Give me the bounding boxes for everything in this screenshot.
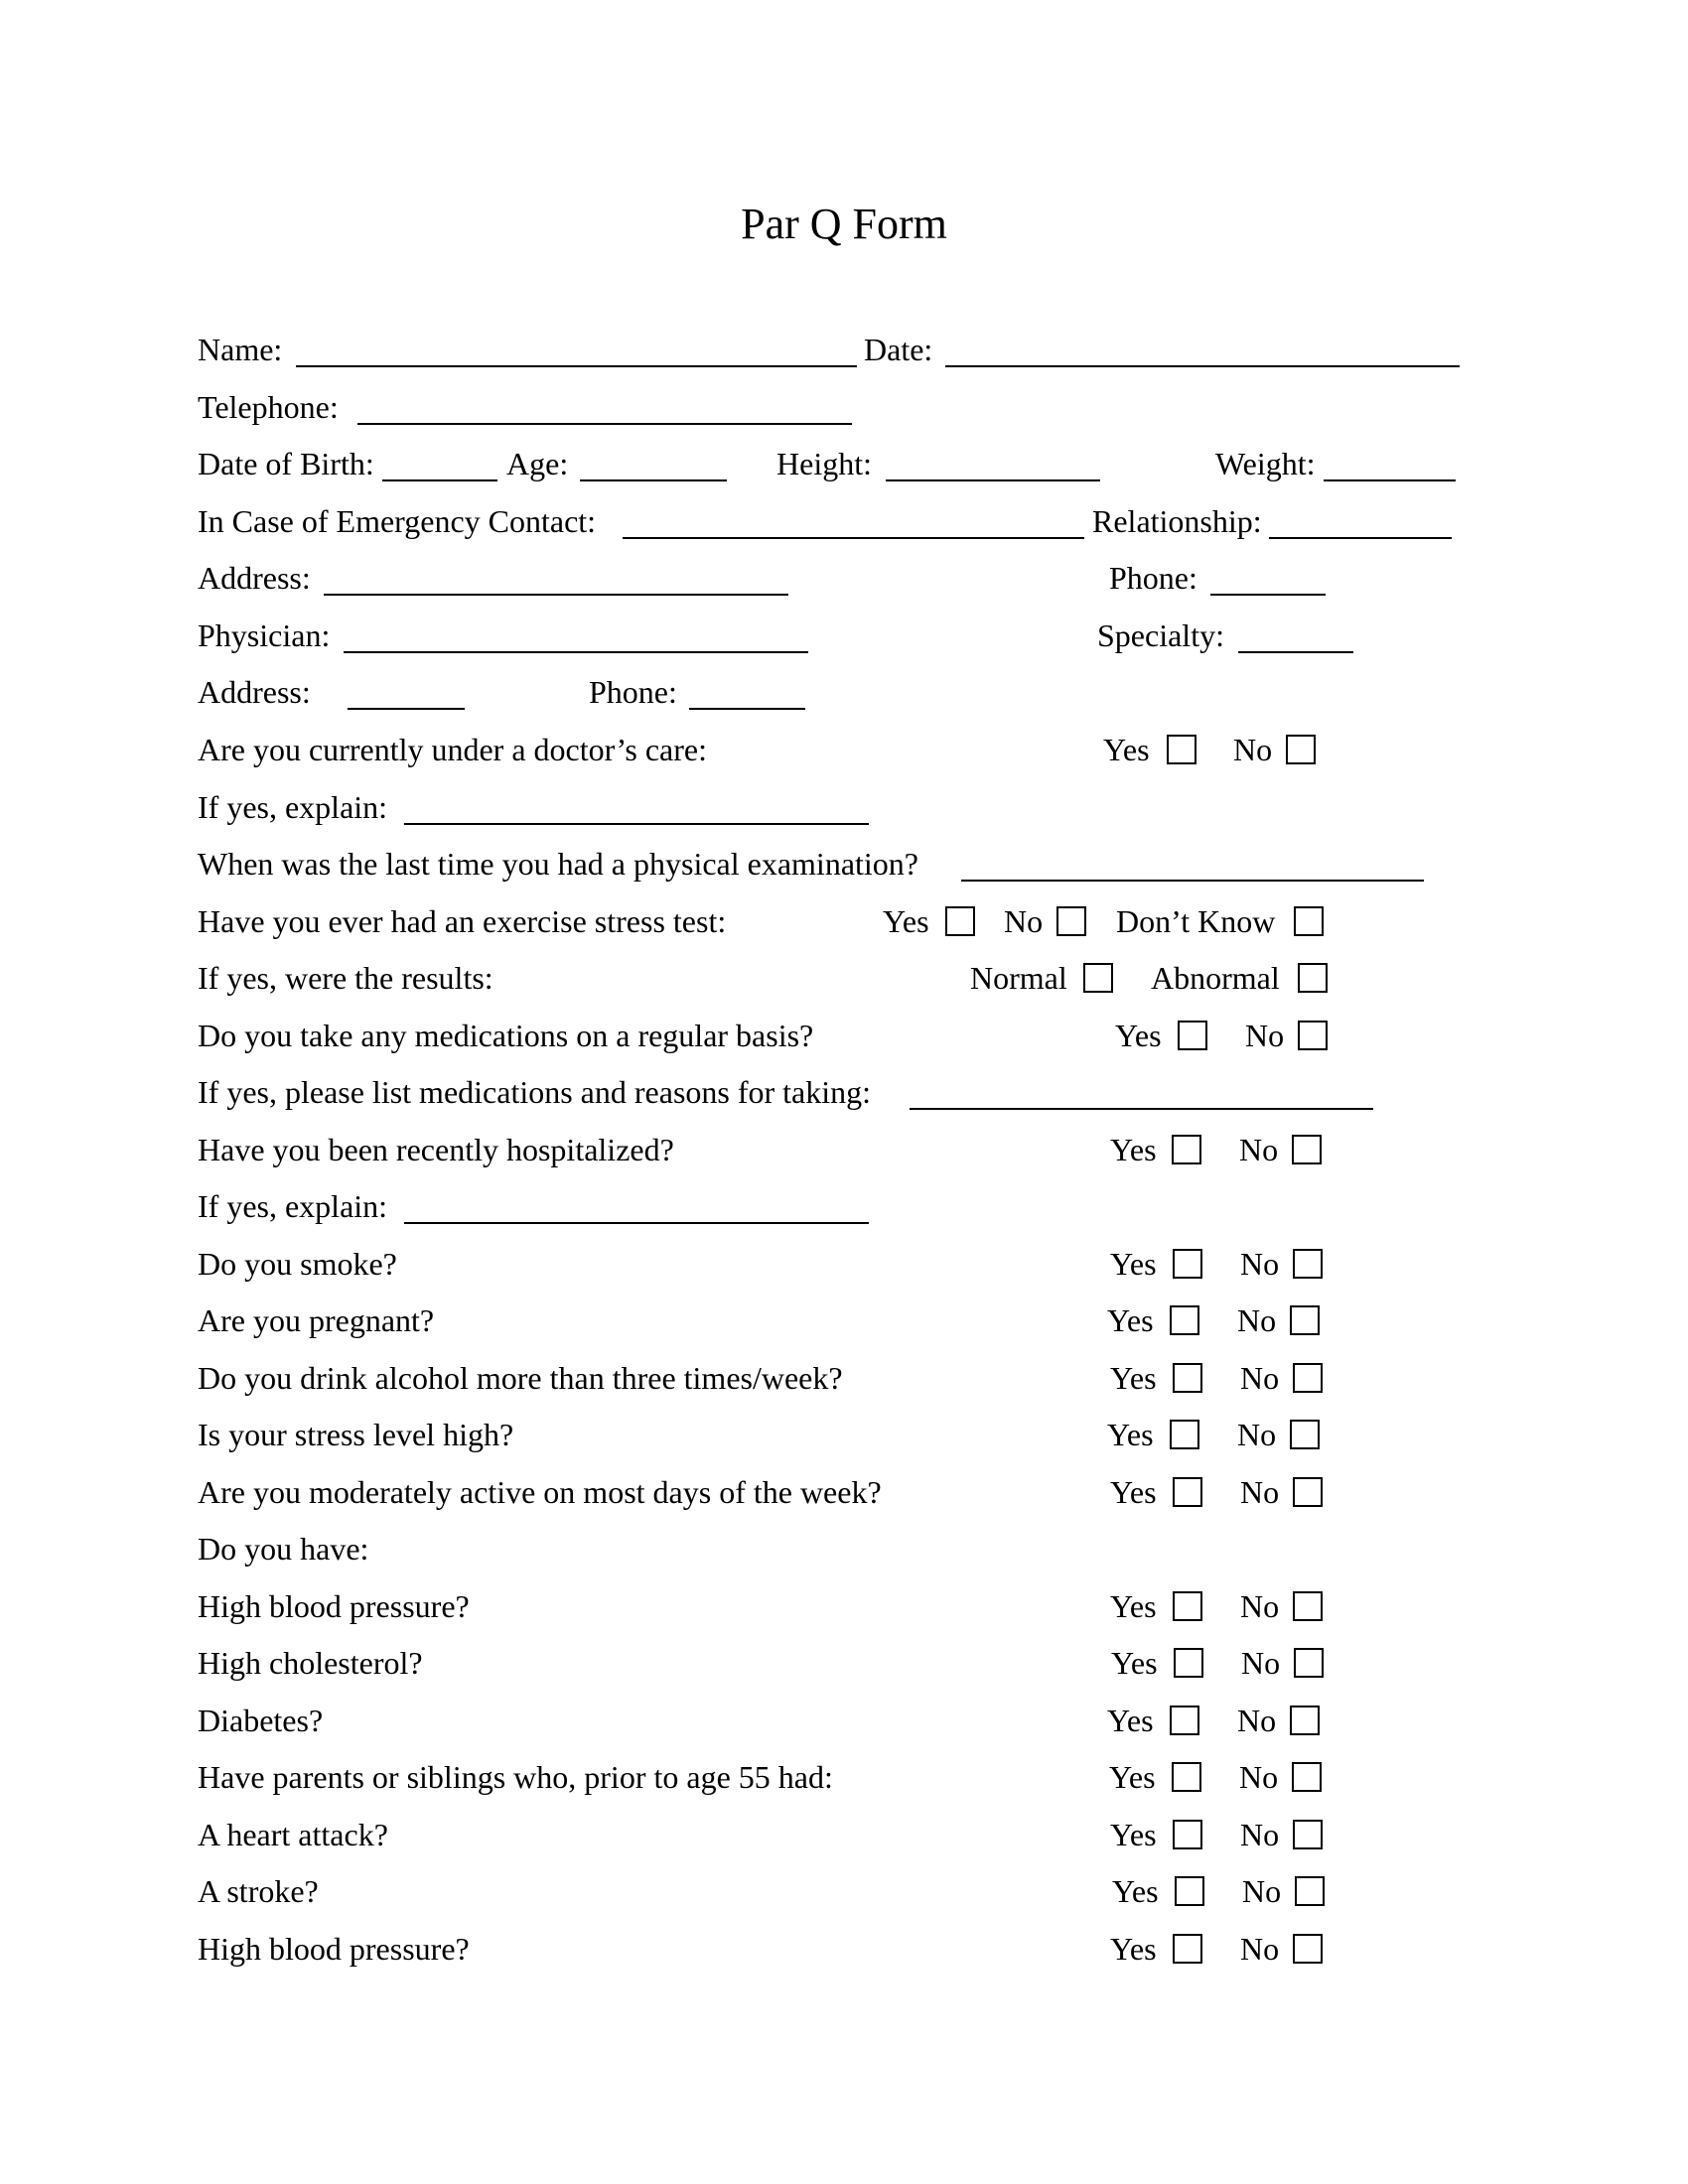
stress-test-yes-label: Yes: [883, 903, 929, 939]
results-normal-label: Normal: [970, 960, 1067, 996]
smoke-yes-checkbox[interactable]: [1173, 1249, 1202, 1279]
medications-list-label: If yes, please list medications and reasons for taking:: [198, 1074, 872, 1110]
height-field[interactable]: [886, 479, 1100, 481]
physician-phone-field[interactable]: [689, 708, 805, 710]
medications-no-checkbox[interactable]: [1298, 1021, 1328, 1050]
physician-address-label: Address:: [198, 674, 311, 710]
address-label: Address:: [198, 560, 311, 596]
pregnant-question: Are you pregnant?: [198, 1302, 435, 1338]
diabetes-question: Diabetes?: [198, 1703, 324, 1738]
medications-no-label: No: [1245, 1018, 1285, 1053]
family-history-yes-label: Yes: [1109, 1759, 1156, 1795]
hospitalized-question: Have you been recently hospitalized?: [198, 1132, 674, 1167]
smoke-question: Do you smoke?: [198, 1246, 397, 1282]
stroke-question: A stroke?: [198, 1873, 319, 1909]
cholesterol-question: High cholesterol?: [198, 1645, 423, 1681]
high-bp-no-checkbox[interactable]: [1293, 1591, 1323, 1621]
family-high-bp-yes-label: Yes: [1110, 1931, 1157, 1967]
heart-attack-yes-checkbox[interactable]: [1173, 1820, 1202, 1849]
active-question: Are you moderately active on most days of the week?: [198, 1474, 882, 1510]
high-bp-question: High blood pressure?: [198, 1588, 470, 1624]
address-field[interactable]: [324, 594, 788, 596]
name-field[interactable]: [296, 365, 857, 367]
heart-attack-yes-label: Yes: [1110, 1817, 1157, 1852]
cholesterol-no-label: No: [1241, 1645, 1281, 1681]
alcohol-yes-label: Yes: [1110, 1360, 1157, 1396]
stress-test-no-label: No: [1004, 903, 1044, 939]
pregnant-no-checkbox[interactable]: [1290, 1305, 1320, 1335]
high-bp-no-label: No: [1240, 1588, 1280, 1624]
family-history-no-label: No: [1239, 1759, 1279, 1795]
stroke-yes-label: Yes: [1112, 1873, 1159, 1909]
last-physical-question: When was the last time you had a physical examination?: [198, 846, 918, 882]
physician-address-field[interactable]: [348, 708, 465, 710]
phone-label: Phone:: [1109, 560, 1197, 596]
hospitalized-yes-label: Yes: [1110, 1132, 1157, 1167]
hospitalized-explain-label: If yes, explain:: [198, 1188, 388, 1224]
telephone-field[interactable]: [357, 423, 852, 425]
family-high-bp-no-label: No: [1240, 1931, 1280, 1967]
form-title: Par Q Form: [741, 200, 947, 248]
alcohol-yes-checkbox[interactable]: [1173, 1363, 1202, 1393]
medications-yes-checkbox[interactable]: [1178, 1021, 1207, 1050]
hospitalized-no-checkbox[interactable]: [1292, 1135, 1322, 1164]
cholesterol-no-checkbox[interactable]: [1294, 1648, 1324, 1678]
name-label: Name:: [198, 332, 283, 367]
smoke-no-label: No: [1240, 1246, 1280, 1282]
stroke-no-label: No: [1242, 1873, 1282, 1909]
hospitalized-explain-field[interactable]: [404, 1222, 869, 1224]
diabetes-no-label: No: [1237, 1703, 1277, 1738]
smoke-yes-label: Yes: [1110, 1246, 1157, 1282]
dob-label: Date of Birth:: [198, 446, 374, 481]
heart-attack-no-checkbox[interactable]: [1293, 1820, 1323, 1849]
stroke-yes-checkbox[interactable]: [1175, 1876, 1204, 1906]
family-high-bp-yes-checkbox[interactable]: [1173, 1934, 1202, 1964]
specialty-field[interactable]: [1238, 651, 1353, 653]
active-yes-label: Yes: [1110, 1474, 1157, 1510]
age-label: Age:: [506, 446, 569, 481]
stress-level-no-checkbox[interactable]: [1290, 1420, 1320, 1449]
high-bp-yes-checkbox[interactable]: [1173, 1591, 1202, 1621]
date-field[interactable]: [945, 365, 1460, 367]
weight-field[interactable]: [1324, 479, 1456, 481]
specialty-label: Specialty:: [1097, 617, 1224, 653]
alcohol-question: Do you drink alcohol more than three times/week?: [198, 1360, 843, 1396]
family-high-bp-no-checkbox[interactable]: [1293, 1934, 1323, 1964]
stress-test-dont-know-checkbox[interactable]: [1294, 906, 1324, 936]
telephone-label: Telephone:: [198, 389, 339, 425]
date-label: Date:: [864, 332, 933, 367]
diabetes-yes-checkbox[interactable]: [1170, 1706, 1199, 1735]
results-abnormal-checkbox[interactable]: [1298, 963, 1328, 993]
active-no-label: No: [1240, 1474, 1280, 1510]
smoke-no-checkbox[interactable]: [1293, 1249, 1323, 1279]
alcohol-no-label: No: [1240, 1360, 1280, 1396]
medications-question: Do you take any medications on a regular basis?: [198, 1018, 814, 1053]
doctor-care-explain-label: If yes, explain:: [198, 789, 388, 825]
doctor-care-yes-label: Yes: [1103, 732, 1150, 767]
emergency-contact-field[interactable]: [623, 537, 1084, 539]
medications-yes-label: Yes: [1115, 1018, 1162, 1053]
doctor-care-no-label: No: [1233, 732, 1273, 767]
emergency-contact-label: In Case of Emergency Contact:: [198, 503, 597, 539]
physician-phone-label: Phone:: [589, 674, 677, 710]
active-no-checkbox[interactable]: [1293, 1477, 1323, 1507]
high-bp-yes-label: Yes: [1110, 1588, 1157, 1624]
medications-list-field[interactable]: [910, 1108, 1373, 1110]
heart-attack-question: A heart attack?: [198, 1817, 388, 1852]
active-yes-checkbox[interactable]: [1173, 1477, 1202, 1507]
heart-attack-no-label: No: [1240, 1817, 1280, 1852]
family-high-bp-question: High blood pressure?: [198, 1931, 470, 1967]
stress-test-no-checkbox[interactable]: [1056, 906, 1086, 936]
results-normal-checkbox[interactable]: [1083, 963, 1113, 993]
hospitalized-yes-checkbox[interactable]: [1172, 1135, 1201, 1164]
stress-test-question: Have you ever had an exercise stress test:: [198, 903, 727, 939]
doctor-care-explain-field[interactable]: [404, 823, 869, 825]
alcohol-no-checkbox[interactable]: [1293, 1363, 1323, 1393]
age-field[interactable]: [580, 479, 727, 481]
pregnant-no-label: No: [1237, 1302, 1277, 1338]
relationship-label: Relationship:: [1092, 503, 1262, 539]
pregnant-yes-checkbox[interactable]: [1170, 1305, 1199, 1335]
family-history-no-checkbox[interactable]: [1292, 1762, 1322, 1792]
do-you-have-heading: Do you have:: [198, 1531, 369, 1567]
physician-field[interactable]: [344, 651, 808, 653]
hospitalized-no-label: No: [1239, 1132, 1279, 1167]
family-history-question: Have parents or siblings who, prior to age 55 had:: [198, 1759, 833, 1795]
height-label: Height:: [776, 446, 872, 481]
weight-label: Weight:: [1215, 446, 1316, 481]
stroke-no-checkbox[interactable]: [1295, 1876, 1325, 1906]
phone-field[interactable]: [1210, 594, 1326, 596]
diabetes-yes-label: Yes: [1107, 1703, 1154, 1738]
stress-level-question: Is your stress level high?: [198, 1417, 514, 1452]
results-question: If yes, were the results:: [198, 960, 493, 996]
last-physical-field[interactable]: [961, 880, 1424, 882]
results-abnormal-label: Abnormal: [1151, 960, 1280, 996]
stress-level-yes-checkbox[interactable]: [1170, 1420, 1199, 1449]
doctor-care-no-checkbox[interactable]: [1286, 735, 1316, 764]
physician-label: Physician:: [198, 617, 331, 653]
cholesterol-yes-checkbox[interactable]: [1174, 1648, 1203, 1678]
diabetes-no-checkbox[interactable]: [1290, 1706, 1320, 1735]
stress-level-yes-label: Yes: [1107, 1417, 1154, 1452]
doctor-care-yes-checkbox[interactable]: [1167, 735, 1196, 764]
dob-field[interactable]: [382, 479, 497, 481]
family-history-yes-checkbox[interactable]: [1172, 1762, 1201, 1792]
stress-test-dont-know-label: Don’t Know: [1116, 903, 1276, 939]
doctor-care-question: Are you currently under a doctor’s care:: [198, 732, 707, 767]
stress-test-yes-checkbox[interactable]: [945, 906, 975, 936]
stress-level-no-label: No: [1237, 1417, 1277, 1452]
pregnant-yes-label: Yes: [1107, 1302, 1154, 1338]
relationship-field[interactable]: [1269, 537, 1452, 539]
cholesterol-yes-label: Yes: [1111, 1645, 1158, 1681]
